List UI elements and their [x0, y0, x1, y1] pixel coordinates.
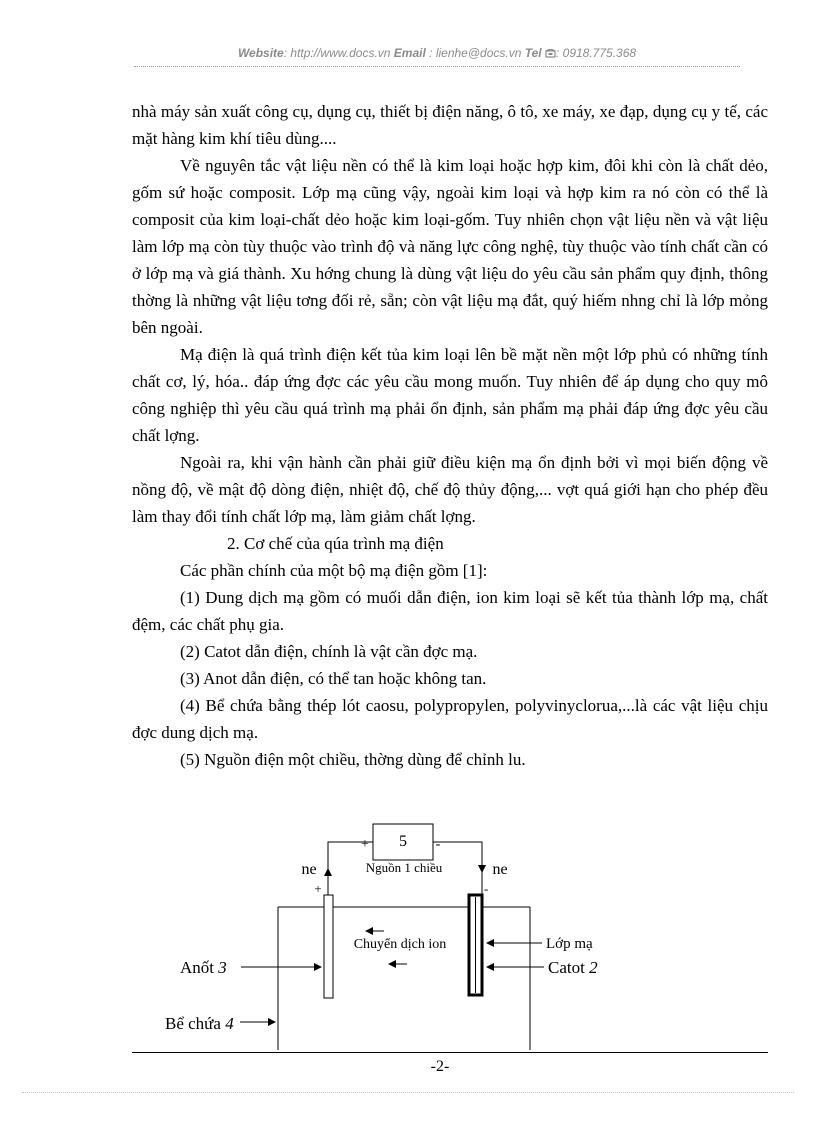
ion-migration-label: Chuyển dịch ion [353, 937, 447, 952]
email-value: : lienhe@docs.vn [429, 46, 522, 60]
website-label: Website [237, 46, 284, 60]
paragraph: Về nguyên tắc vật liệu nền có thể là kim loại hoặc hợp kim, đôi khi còn là chất dẻo, gốm sứ hoặc composit. Lớp mạ cũng vậy, ngoài kim loại và hợp kim ra nó còn có thể là composit của kim loại-chất dẻo hoặc kim loại-gốm. Tuy nhiên chọn vật liệu nền và vật liệu làm lớp mạ còn tùy thuộc vào trình độ và năng lực công nghệ, tùy thuộc vào tính chất cần có ở lớp mạ và giá thành. Xu hớng chung là dùng vật liệu do yêu cầu sản phẩm quy định, thông thờng là những vật liệu tơng đối rẻ, sẵn; còn vật liệu mạ đắt, quý hiếm nhng chỉ là lớp mỏng bên ngoài. [132, 156, 768, 337]
list-item: (5) Nguồn điện một chiều, thờng dùng để chỉnh lu. [180, 750, 526, 769]
list-item: (4) Bể chứa bằng thép lót caosu, polypropylen, polyvinyclorua,...là các vật liệu chịu đợc dung dịch mạ. [132, 696, 768, 742]
bottom-dotted-rule [22, 1092, 794, 1093]
email-label: Email [393, 46, 426, 60]
paragraph: nhà máy sản xuất công cụ, dụng cụ, thiết bị điện năng, ô tô, xe máy, xe đạp, dụng cụ y tế, các mặt hàng kim khí tiêu dùng.... [132, 102, 768, 148]
plus-sign-top: + [361, 837, 369, 852]
minus-sign-cathode: - [483, 881, 489, 896]
section-heading: 2. Cơ chế của qúa trình mạ điện [227, 534, 444, 553]
plating-layer-label: Lớp mạ [546, 936, 593, 952]
source-label: Nguồn 1 chiều [365, 860, 443, 875]
website-value: : http://www.docs.vn [283, 46, 391, 60]
ne-left-label: ne [301, 861, 317, 878]
footer-rule [132, 1052, 768, 1053]
box-number: 5 [399, 833, 407, 850]
tel-label: Tel [524, 46, 542, 60]
tank-number: 4 [225, 1014, 234, 1033]
paragraph: Ngoài ra, khi vận hành cần phải giữ điều kiện mạ ổn định bởi vì mọi biến động về nồng độ, về mật độ dòng điện, nhiệt độ, chế độ thủy động,... vợt quá giới hạn cho phép đều làm thay đổi tính chất lớp mạ, làm giảm chất lợng. [132, 453, 768, 526]
tank-label: Bể chứa 4 [165, 1014, 234, 1033]
anode-number: 3 [218, 958, 227, 977]
paragraph: Các phần chính của một bộ mạ điện gồm [1]: [180, 561, 488, 580]
anode-electrode [324, 895, 333, 998]
tel-value: : 0918.775.368 [555, 46, 637, 60]
cathode-label: Catot 2 [548, 958, 598, 977]
ne-right-label: ne [492, 861, 508, 878]
page-number: -2- [430, 1058, 450, 1075]
cathode-number: 2 [589, 958, 598, 977]
minus-sign-top: - [435, 837, 441, 852]
anode-label: Anốt 3 [180, 958, 227, 977]
plus-sign-anode: + [314, 881, 322, 896]
list-item: (1) Dung dịch mạ gồm có muối dẫn điện, ion kim loại sẽ kết tủa thành lớp mạ, chất đệm, các chất phụ gia. [132, 588, 768, 634]
paragraph: Mạ điện là quá trình điện kết tủa kim loại lên bề mặt nền một lớp phủ có những tính chất cơ, lý, hóa.. đáp ứng đợc các yêu cầu mong muốn. Tuy nhiên để áp dụng cho quy mô công nghiệp thì yêu cầu quá trình mạ phải ổn định, sản phẩm mạ phải đáp ứng đợc yêu cầu chất lợng. [132, 345, 768, 445]
list-item: (2) Catot dẫn điện, chính là vật cần đợc mạ. [180, 642, 478, 661]
list-item: (3) Anot dẫn điện, có thể tan hoặc không tan. [180, 669, 487, 688]
tank-outline [278, 907, 530, 1050]
